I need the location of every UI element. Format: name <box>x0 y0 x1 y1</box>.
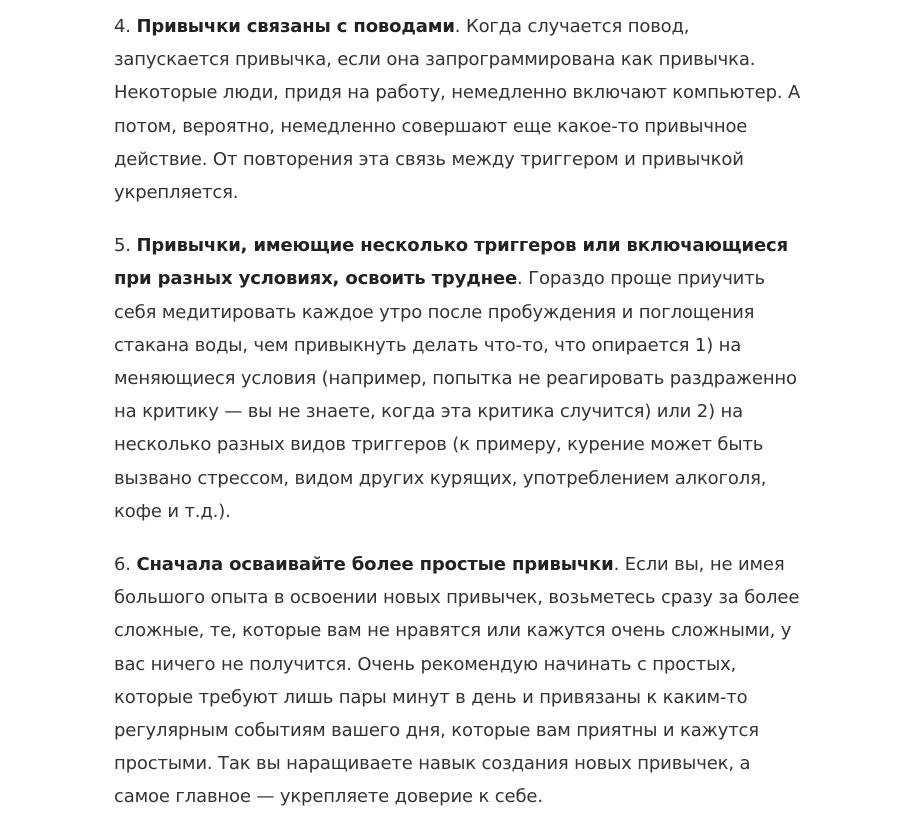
item-title: Привычки связаны с поводами <box>136 16 455 37</box>
item-number: 4. <box>114 16 131 37</box>
article-body <box>114 10 804 834</box>
item-number: 5. <box>114 235 131 257</box>
list-item <box>114 10 804 209</box>
list-item <box>114 229 804 528</box>
item-title: Привычки, имеющие несколько триггеров или включающиеся при разных условиях, освоить труднее <box>114 235 788 290</box>
item-text: . Гораздо проще приучить себя медитировать каждое утро после пробуждения и поглощения стакана воды, чем привыкнуть делать что-то, что опирается 1) на меняющиеся условия (например, попытка не реагировать раздраженно на критику — вы не знаете, когда эта критика случится) или 2) на несколько разных видов триггеров (к примеру, курение может быть вызвано стрессом, видом других курящих, употреблением алкоголя, кофе и т.д.). <box>114 268 797 522</box>
item-text: . Когда случается повод, запускается привычка, если она запрограммирована как привычка. Некоторые люди, придя на работу, немедленно включают компьютер. А потом, вероятно, немедленно совершают еще какое-то привычное действие. От повторения эта связь между триггером и привычкой укрепляется. <box>114 16 801 204</box>
list-item <box>114 548 804 814</box>
item-text: . Если вы, не имея большого опыта в освоении новых привычек, возьметесь сразу за более сложные, те, которые вам не нравятся или кажутся очень сложными, у вас ничего не получится. Очень рекомендую начинать с простых, которые требуют лишь пары минут в день и привязаны к каким-то регулярным событиям вашего дня, которые вам приятны и кажутся простыми. Так вы наращиваете навык создания новых привычек, а самое главное — укрепляете доверие к себе. <box>114 554 800 808</box>
item-title: Сначала осваивайте более простые привычки <box>136 554 614 576</box>
item-number: 6. <box>114 554 131 576</box>
